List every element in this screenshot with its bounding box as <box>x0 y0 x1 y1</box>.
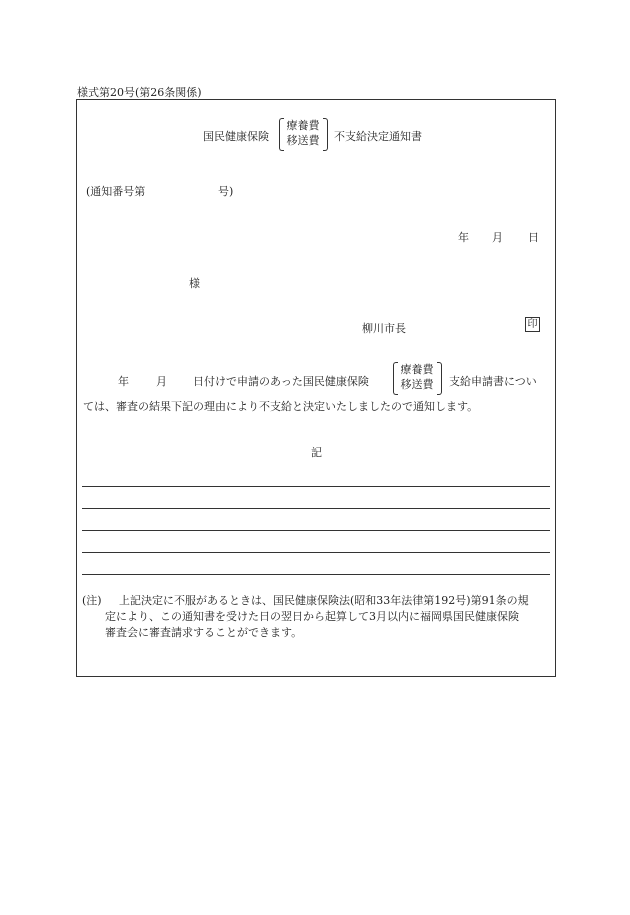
date-day: 日 <box>528 231 539 244</box>
title-option-medical: 療養費 <box>286 119 320 132</box>
note-line-3: 審査会に審査請求することができます。 <box>105 626 303 639</box>
body-month: 月 <box>156 375 167 388</box>
title-suffix: 不支給決定通知書 <box>334 130 422 143</box>
body-year: 年 <box>118 375 129 388</box>
issuer-name: 柳川市長 <box>362 322 406 335</box>
body-line1-end: 支給申請書につい <box>449 375 537 388</box>
seal-mark: 印 <box>525 317 540 332</box>
title-options <box>284 118 322 148</box>
title-option-transport: 移送費 <box>286 134 320 147</box>
notice-number-suffix: 号) <box>218 185 234 198</box>
title-prefix: 国民健康保険 <box>203 130 269 143</box>
note-line-1: 上記決定に不服があるときは、国民健康保険法(昭和33年法律第192号)第91条の規 <box>119 594 529 607</box>
reason-line <box>82 508 550 509</box>
body-option-medical: 療養費 <box>400 363 434 376</box>
body-line2: ては、審査の結果下記の理由により不支給と決定いたしましたので通知します。 <box>83 400 479 413</box>
body-brace-right <box>437 362 442 395</box>
date-year: 年 <box>458 231 469 244</box>
reason-line <box>82 552 550 553</box>
form-number-label: 様式第20号(第26条関係) <box>77 86 202 99</box>
reason-line <box>82 486 550 487</box>
note-label: (注) <box>82 594 102 607</box>
reason-line <box>82 574 550 575</box>
note-line-2: 定により、この通知書を受けた日の翌日から起算して3月以内に福岡県国民健康保険 <box>105 610 519 623</box>
date-month: 月 <box>492 231 503 244</box>
body-day-text: 日付けで申請のあった国民健康保険 <box>193 375 369 388</box>
notice-number-prefix: (通知番号第 <box>86 185 146 198</box>
reason-line <box>82 530 550 531</box>
title-brace-right <box>323 118 328 151</box>
body-option-transport: 移送費 <box>400 378 434 391</box>
body-options <box>397 362 437 392</box>
record-heading: 記 <box>311 446 322 459</box>
addressee-suffix: 様 <box>189 277 200 290</box>
